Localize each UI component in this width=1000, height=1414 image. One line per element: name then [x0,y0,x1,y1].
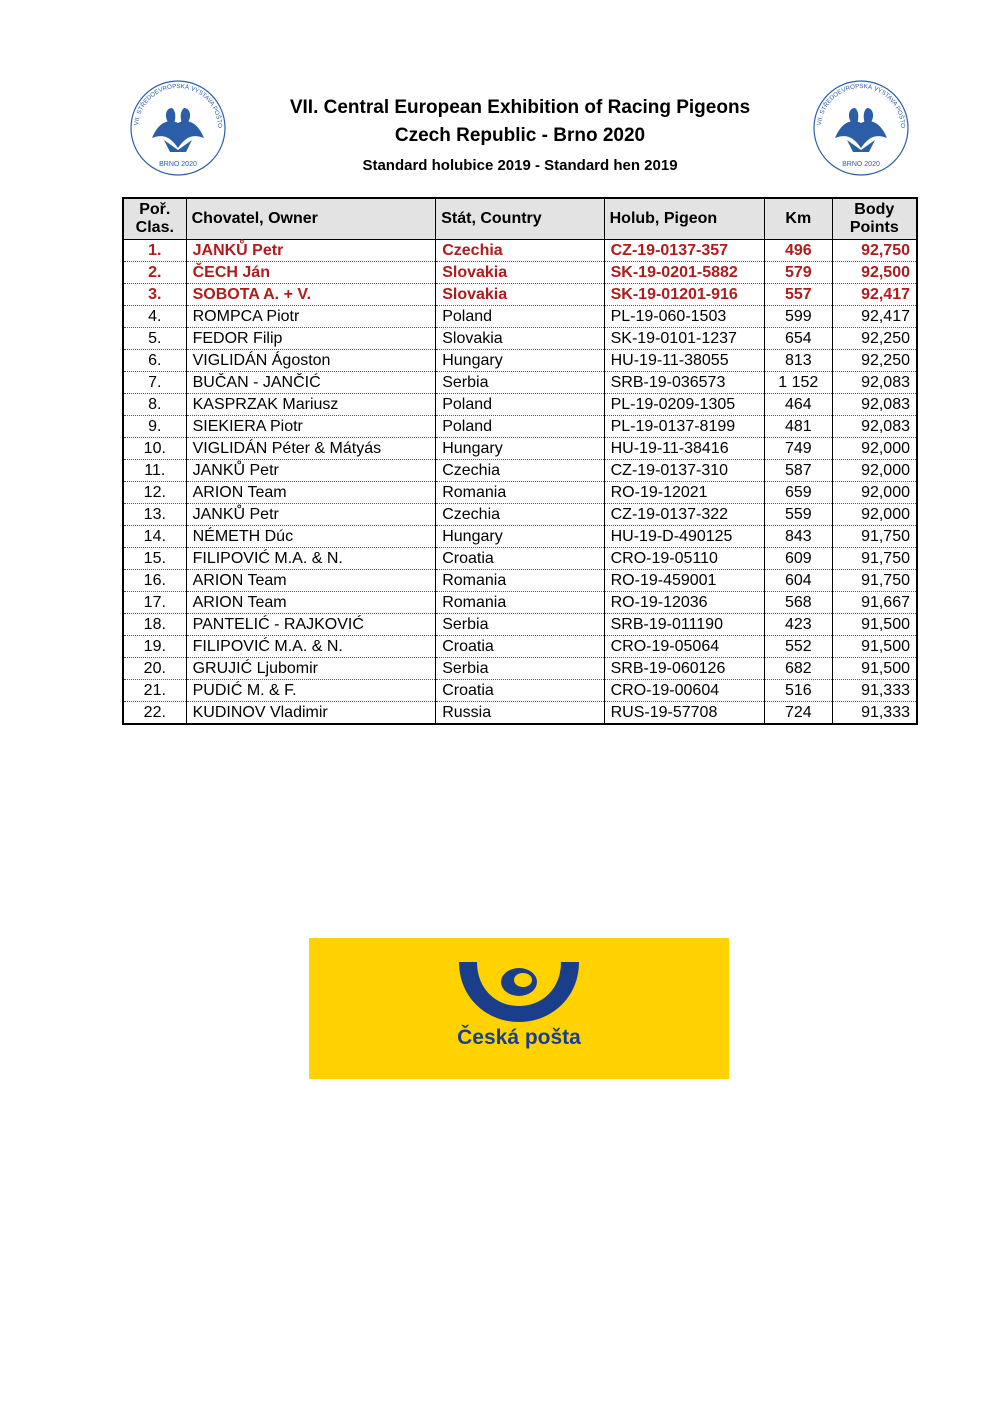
cell-km: 464 [765,394,833,416]
cell-pigeon-ring: SRB-19-060126 [604,658,764,680]
cell-pigeon-ring: PL-19-0137-8199 [604,416,764,438]
table-row [123,526,917,548]
cell-pigeon-ring: HU-19-D-490125 [604,526,764,548]
cell-km: 813 [765,350,833,372]
cell-km: 604 [765,570,833,592]
cell-pigeon-ring: CRO-19-00604 [604,680,764,702]
cell-owner: SOBOTA A. + V. [186,284,436,306]
cell-rank: 15. [123,548,186,570]
cell-owner: JANKŮ Petr [186,504,436,526]
cell-rank: 16. [123,570,186,592]
cell-pigeon-ring: CZ-19-0137-310 [604,460,764,482]
cell-country: Poland [436,394,604,416]
cell-km: 496 [765,240,833,262]
column-header-rank: Poř. Clas. [123,198,186,240]
cell-km: 559 [765,504,833,526]
cell-km: 749 [765,438,833,460]
cell-owner: NÉMETH Dúc [186,526,436,548]
cell-country: Romania [436,482,604,504]
cell-points: 91,750 [832,570,917,592]
column-header-points: Body Points [832,198,917,240]
cell-points: 92,250 [832,350,917,372]
table-row [123,702,917,725]
cell-rank: 11. [123,460,186,482]
svg-text:VII. STŘEDOEVROPSKÁ VÝSTAVA PO: VII. STŘEDOEVROPSKÁ VÝSTAVA POŠTO [816,82,907,129]
sponsor-banner [309,938,729,1079]
cell-owner: KASPRZAK Mariusz [186,394,436,416]
table-row [123,350,917,372]
subtitle: Standard holubice 2019 - Standard hen 2019 [362,157,678,174]
table-row [123,284,917,306]
sponsor-name: Česká pošta [457,1026,581,1049]
cell-rank: 18. [123,614,186,636]
cell-pigeon-ring: SRB-19-036573 [604,372,764,394]
table-row [123,394,917,416]
cell-pigeon-ring: SK-19-0201-5882 [604,262,764,284]
svg-text:BRNO 2020: BRNO 2020 [159,161,197,168]
cell-points: 91,333 [832,680,917,702]
cell-points: 91,500 [832,614,917,636]
cell-pigeon-ring: CRO-19-05110 [604,548,764,570]
pigeon-emblem-icon [128,78,228,178]
cell-country: Serbia [436,614,604,636]
cell-points: 92,417 [832,284,917,306]
cell-points: 92,083 [832,372,917,394]
cell-points: 91,333 [832,702,917,725]
cell-country: Poland [436,306,604,328]
svg-text:BRNO 2020: BRNO 2020 [842,161,880,168]
cell-points: 92,000 [832,460,917,482]
cell-owner: ARION Team [186,482,436,504]
column-header-country: Stát, Country [436,198,604,240]
cell-country: Croatia [436,680,604,702]
table-row [123,240,917,262]
cell-country: Slovakia [436,262,604,284]
cell-km: 579 [765,262,833,284]
cell-points: 91,750 [832,526,917,548]
cell-rank: 8. [123,394,186,416]
cell-owner: FEDOR Filip [186,328,436,350]
table-body [123,240,917,725]
cell-pigeon-ring: CRO-19-05064 [604,636,764,658]
cell-country: Serbia [436,372,604,394]
title-line-2: Czech Republic - Brno 2020 [394,125,646,146]
cell-km: 568 [765,592,833,614]
cell-km: 609 [765,548,833,570]
table-row [123,658,917,680]
cell-km: 682 [765,658,833,680]
cell-owner: SIEKIERA Piotr [186,416,436,438]
table-row [123,482,917,504]
table-row [123,262,917,284]
cell-owner: KUDINOV Vladimir [186,702,436,725]
cell-rank: 9. [123,416,186,438]
cell-owner: ROMPCA Piotr [186,306,436,328]
table-row [123,504,917,526]
cell-owner: PUDIĆ M. & F. [186,680,436,702]
cell-country: Romania [436,570,604,592]
cell-pigeon-ring: RO-19-12021 [604,482,764,504]
results-table [122,197,918,725]
cell-pigeon-ring: SK-19-0101-1237 [604,328,764,350]
exhibition-logo-right [811,78,911,178]
cell-owner: ARION Team [186,592,436,614]
cell-km: 724 [765,702,833,725]
cell-country: Serbia [436,658,604,680]
cell-points: 92,000 [832,482,917,504]
table-row [123,592,917,614]
table-row [123,372,917,394]
cell-country: Czechia [436,460,604,482]
cell-country: Hungary [436,526,604,548]
cell-points: 92,083 [832,416,917,438]
table-row [123,636,917,658]
cell-pigeon-ring: RUS-19-57708 [604,702,764,725]
cell-country: Czechia [436,504,604,526]
cell-rank: 1. [123,240,186,262]
table-row [123,438,917,460]
cell-rank: 12. [123,482,186,504]
cell-country: Croatia [436,636,604,658]
cell-country: Poland [436,416,604,438]
cell-pigeon-ring: HU-19-11-38055 [604,350,764,372]
cell-km: 599 [765,306,833,328]
cell-points: 92,750 [832,240,917,262]
cell-rank: 3. [123,284,186,306]
column-header-pigeon: Holub, Pigeon [604,198,764,240]
column-header-owner: Chovatel, Owner [186,198,436,240]
cell-owner: JANKŮ Petr [186,240,436,262]
table-row [123,614,917,636]
cell-owner: JANKŮ Petr [186,460,436,482]
title-line-1: VII. Central European Exhibition of Racing Pigeons [289,97,751,118]
cell-points: 92,500 [832,262,917,284]
table-row [123,460,917,482]
cell-points: 92,000 [832,438,917,460]
cell-owner: VIGLIDÁN Péter & Mátyás [186,438,436,460]
cell-pigeon-ring: PL-19-0209-1305 [604,394,764,416]
cell-country: Hungary [436,438,604,460]
cell-pigeon-ring: CZ-19-0137-322 [604,504,764,526]
cell-country: Slovakia [436,328,604,350]
cell-km: 481 [765,416,833,438]
cell-points: 91,750 [832,548,917,570]
cell-km: 1 152 [765,372,833,394]
cell-pigeon-ring: RO-19-12036 [604,592,764,614]
cell-owner: ČECH Ján [186,262,436,284]
cell-rank: 5. [123,328,186,350]
cell-points: 91,500 [832,636,917,658]
cell-points: 91,667 [832,592,917,614]
cell-km: 843 [765,526,833,548]
cell-owner: FILIPOVIĆ M.A. & N. [186,636,436,658]
cell-km: 423 [765,614,833,636]
svg-text:VII. STŘEDOEVROPSKÁ VÝSTAVA PO: VII. STŘEDOEVROPSKÁ VÝSTAVA POŠTO [133,82,224,129]
cell-owner: FILIPOVIĆ M.A. & N. [186,548,436,570]
table-header-row [123,198,917,240]
cell-points: 92,083 [832,394,917,416]
document-header [220,94,820,174]
cell-km: 557 [765,284,833,306]
cell-rank: 21. [123,680,186,702]
cell-rank: 20. [123,658,186,680]
cell-owner: PANTELIĆ - RAJKOVIĆ [186,614,436,636]
cell-rank: 14. [123,526,186,548]
cell-country: Russia [436,702,604,725]
cell-points: 92,417 [832,306,917,328]
cell-points: 92,250 [832,328,917,350]
cell-rank: 19. [123,636,186,658]
cell-country: Slovakia [436,284,604,306]
cell-km: 516 [765,680,833,702]
cell-pigeon-ring: RO-19-459001 [604,570,764,592]
table-row [123,570,917,592]
column-header-km: Km [765,198,833,240]
exhibition-logo-left [128,78,228,178]
cell-rank: 22. [123,702,186,725]
cell-pigeon-ring: SRB-19-011190 [604,614,764,636]
pigeon-emblem-icon [811,78,911,178]
cell-rank: 2. [123,262,186,284]
cell-rank: 6. [123,350,186,372]
cell-rank: 10. [123,438,186,460]
cell-rank: 7. [123,372,186,394]
table-row [123,328,917,350]
cell-owner: ARION Team [186,570,436,592]
post-horn-icon [457,958,581,1024]
cell-km: 654 [765,328,833,350]
cell-country: Croatia [436,548,604,570]
cell-owner: VIGLIDÁN Ágoston [186,350,436,372]
cell-rank: 17. [123,592,186,614]
table-row [123,548,917,570]
cell-owner: GRUJIĆ Ljubomir [186,658,436,680]
cell-pigeon-ring: HU-19-11-38416 [604,438,764,460]
cell-rank: 4. [123,306,186,328]
cell-owner: BUČAN - JANČIĆ [186,372,436,394]
cell-pigeon-ring: PL-19-060-1503 [604,306,764,328]
cell-points: 91,500 [832,658,917,680]
table-row [123,416,917,438]
table-row [123,306,917,328]
cell-km: 659 [765,482,833,504]
cell-pigeon-ring: CZ-19-0137-357 [604,240,764,262]
cell-country: Czechia [436,240,604,262]
cell-country: Hungary [436,350,604,372]
cell-km: 552 [765,636,833,658]
cell-points: 92,000 [832,504,917,526]
table-row [123,680,917,702]
cell-km: 587 [765,460,833,482]
cell-country: Romania [436,592,604,614]
cell-rank: 13. [123,504,186,526]
cell-pigeon-ring: SK-19-01201-916 [604,284,764,306]
